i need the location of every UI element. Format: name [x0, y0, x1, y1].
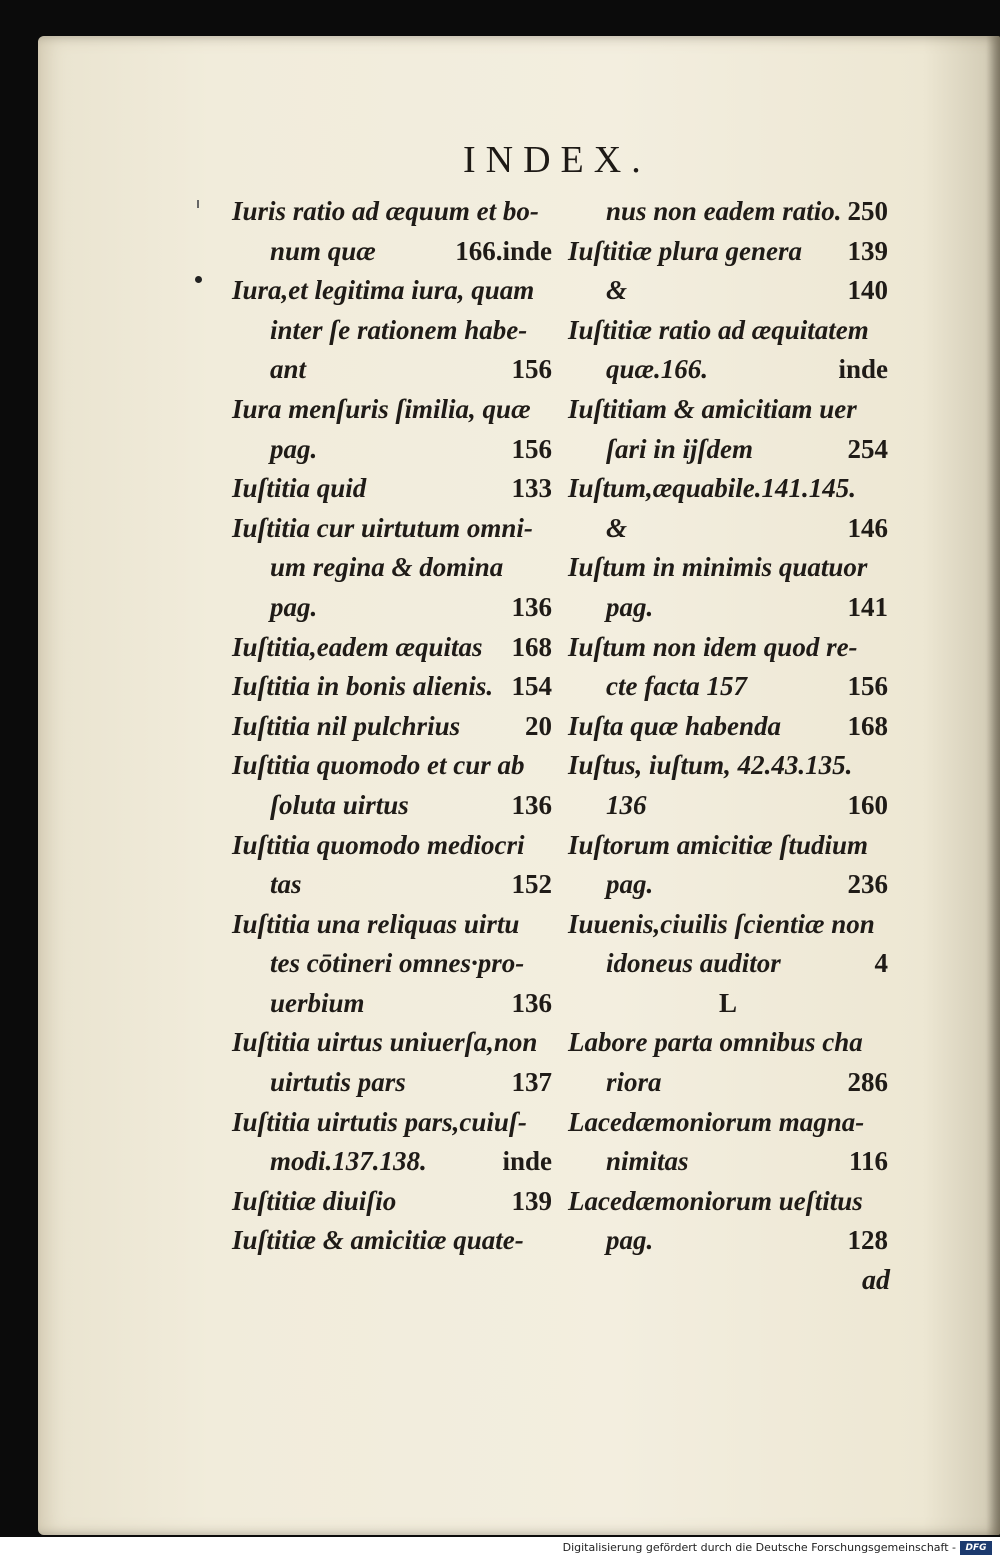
index-entry-line: [232, 826, 552, 866]
index-entry-line: [232, 1023, 552, 1063]
index-page-number: 136: [511, 591, 552, 622]
index-entry-text: 136: [606, 789, 647, 820]
index-entry-line: [232, 865, 552, 905]
index-entry-text: Iuſtitiæ & amicitiæ quate-: [232, 1225, 524, 1256]
index-entry-line: [232, 390, 552, 430]
index-page-number: 168: [511, 631, 552, 662]
index-entry-line: [568, 667, 888, 707]
index-entry-line: [568, 1182, 888, 1222]
index-entry-line: [232, 1063, 552, 1103]
index-entry-text: Iuſtitiæ diuiſio: [232, 1185, 397, 1216]
index-entry-line: [232, 707, 552, 747]
index-entry-line: [232, 430, 552, 470]
index-entry-text: num quæ: [270, 235, 376, 266]
index-entry-line: [568, 944, 888, 984]
index-entry-text: idoneus auditor: [606, 948, 781, 979]
index-entry-line: [232, 628, 552, 668]
index-entry-text: quæ.166.: [606, 354, 709, 385]
index-page-number: 166.inde: [455, 235, 552, 266]
index-page-number: inde: [838, 354, 888, 385]
index-page-number: 20: [525, 710, 552, 741]
index-page-number: 4: [874, 948, 888, 979]
index-page-number: 236: [847, 869, 888, 900]
index-entry-text: Iuſtitiæ plura genera: [568, 235, 803, 266]
index-entry-text: modi.137.138.: [270, 1146, 427, 1177]
index-entry-text: uerbium: [270, 987, 365, 1018]
index-entry-text: tes cōtineri omnes·pro-: [270, 948, 525, 979]
index-entry-text: &: [606, 512, 628, 543]
index-page-number: 133: [511, 473, 552, 504]
dfg-logo-icon: DFG: [960, 1541, 992, 1555]
index-entry-text: inter ſe rationem habe-: [270, 314, 528, 345]
index-page-number: 152: [511, 869, 552, 900]
index-entry-line: [232, 192, 552, 232]
index-entry-line: [568, 588, 888, 628]
index-page-number: 140: [847, 275, 888, 306]
index-entry-text: Iuſtitia uirtus uniuerſa,non: [232, 1027, 538, 1058]
index-page-number: 141: [847, 591, 888, 622]
index-page-number: 160: [847, 789, 888, 820]
index-page-number: 156: [511, 354, 552, 385]
index-entry-line: [232, 509, 552, 549]
index-entry-line: [568, 1103, 888, 1143]
index-entry-line: [232, 944, 552, 984]
index-entry-text: Iuſtitiæ ratio ad æquitatem: [568, 314, 869, 345]
index-entry-line: [232, 548, 552, 588]
index-page-number: 137: [511, 1067, 552, 1098]
index-entry-text: Iuuenis,ciuilis ſcientiæ non: [568, 908, 875, 939]
index-page-number: 128: [847, 1225, 888, 1256]
index-entry-line: [568, 390, 888, 430]
index-entry-text: pag.: [606, 869, 654, 900]
index-entry-text: ant: [270, 354, 307, 385]
index-entry-line: [232, 469, 552, 509]
index-entry-text: pag.: [606, 591, 654, 622]
index-page-number: 136: [511, 789, 552, 820]
index-entry-line: [568, 746, 888, 786]
index-entry-text: pag.: [606, 1225, 654, 1256]
index-entry-line: [568, 192, 888, 232]
index-entry-line: [568, 509, 888, 549]
index-entry-line: [568, 707, 888, 747]
index-entry-line: [568, 628, 888, 668]
index-page-number: 250: [847, 196, 888, 226]
page-edge-shadow: [986, 36, 1000, 1535]
index-page-number: 168: [847, 710, 888, 741]
index-entry-text: Iuſtitia cur uirtutum omni-: [232, 512, 533, 543]
index-entry-text: Iuſtum,æquabile.141.145.: [568, 473, 857, 504]
index-letter-heading: [568, 984, 888, 1024]
index-column-left: [232, 192, 552, 1261]
index-entry-text: nimitas: [606, 1146, 689, 1177]
margin-dot: [195, 276, 202, 283]
index-entry-text: Iuſtitia quomodo et cur ab: [232, 750, 525, 781]
index-entry-line: [568, 826, 888, 866]
index-entry-text: ſoluta uirtus: [270, 789, 409, 820]
index-page-number: 139: [847, 235, 888, 266]
index-page-number: inde: [502, 1146, 552, 1177]
index-page-number: 146: [847, 512, 888, 543]
index-entry-line: [232, 350, 552, 390]
index-entry-text: Iuſtitia quomodo mediocri: [232, 829, 525, 860]
index-entry-line: [232, 588, 552, 628]
running-head: INDEX.: [463, 139, 651, 181]
index-entry-text: um regina & domina: [270, 552, 504, 583]
index-entry-line: [568, 350, 888, 390]
index-entry-text: Iuſtitia uirtutis pars,cuiuſ-: [232, 1106, 527, 1137]
index-entry-text: Iuſtitia in bonis alienis.: [232, 671, 494, 702]
index-entry-line: [232, 746, 552, 786]
footer-credit: Digitalisierung gefördert durch die Deutsche Forschungsgemeinschaft -: [562, 1541, 956, 1554]
index-entry-line: [232, 1182, 552, 1222]
index-entry-text: Iuſtitia,eadem æquitas: [232, 631, 483, 662]
index-page-number: 139: [511, 1185, 552, 1216]
index-entry-line: [568, 905, 888, 945]
index-entry-line: [232, 667, 552, 707]
index-entry-text: uirtutis pars: [270, 1067, 406, 1098]
index-column-right: [568, 192, 888, 1261]
index-entry-text: Lacedæmoniorum magna-: [568, 1106, 865, 1137]
index-entry-text: nus non eadem ratio.: [606, 196, 842, 226]
index-entry-line: [568, 786, 888, 826]
index-entry-text: Iura menſuris ſimilia, quæ: [232, 393, 531, 424]
index-page-number: 154: [511, 671, 552, 702]
index-entry-text: Iuſtum in minimis quatuor: [568, 552, 868, 583]
index-entry-line: [232, 905, 552, 945]
index-entry-text: Iuſtus, iuſtum, 42.43.135.: [568, 750, 853, 781]
index-page-number: 136: [511, 987, 552, 1018]
index-entry-text: Iuris ratio ad æquum et bo-: [232, 196, 539, 226]
index-entry-text: Iura,et legitima iura, quam: [232, 275, 535, 306]
index-entry-text: Iuſtum non idem quod re-: [568, 631, 858, 662]
margin-mark: [197, 200, 199, 208]
index-page-number: 254: [847, 433, 888, 464]
index-entry-text: Iuſta quæ habenda: [568, 710, 782, 741]
index-entry-line: [568, 430, 888, 470]
index-entry-text: cte facta 157: [606, 671, 747, 702]
catchword: ad: [862, 1265, 890, 1296]
digitization-footer: [0, 1537, 1000, 1560]
index-entry-line: [232, 1221, 552, 1261]
index-entry-text: pag.: [270, 433, 318, 464]
index-letter: L: [718, 987, 737, 1018]
index-entry-line: [232, 232, 552, 272]
index-entry-line: [232, 984, 552, 1024]
index-entry-text: tas: [270, 869, 302, 900]
index-entry-text: Labore parta omnibus cha: [568, 1027, 863, 1058]
index-entry-line: [568, 232, 888, 272]
index-entry-line: [232, 1142, 552, 1182]
index-entry-text: &: [606, 275, 628, 306]
index-entry-line: [568, 1221, 888, 1261]
index-entry-line: [232, 786, 552, 826]
index-entry-text: Iuſtitia nil pulchrius: [232, 710, 461, 741]
index-page-number: 116: [848, 1146, 888, 1177]
index-entry-line: [568, 1023, 888, 1063]
index-entry-text: Iuſtitiam & amicitiam uer: [568, 393, 857, 424]
index-entry-text: riora: [606, 1067, 662, 1098]
index-entry-line: [232, 271, 552, 311]
index-entry-text: Iuſtitia quid: [232, 473, 367, 504]
index-page-number: 286: [847, 1067, 888, 1098]
index-entry-text: pag.: [270, 591, 318, 622]
index-entry-line: [568, 865, 888, 905]
index-entry-line: [232, 1103, 552, 1143]
index-entry-text: Iuſtorum amicitiæ ſtudium: [568, 829, 869, 860]
index-entry-text: Iuſtitia una reliquas uirtu: [232, 908, 520, 939]
index-entry-line: [568, 548, 888, 588]
index-page-number: 156: [847, 671, 888, 702]
index-entry-line: [568, 1063, 888, 1103]
index-entry-line: [568, 469, 888, 509]
index-entry-text: Lacedæmoniorum ueſtitus: [568, 1185, 863, 1216]
index-entry-line: [568, 1142, 888, 1182]
index-entry-text: ſari in ijſdem: [606, 433, 753, 464]
index-entry-line: [568, 311, 888, 351]
index-page-number: 156: [511, 433, 552, 464]
index-entry-line: [232, 311, 552, 351]
index-entry-line: [568, 271, 888, 311]
